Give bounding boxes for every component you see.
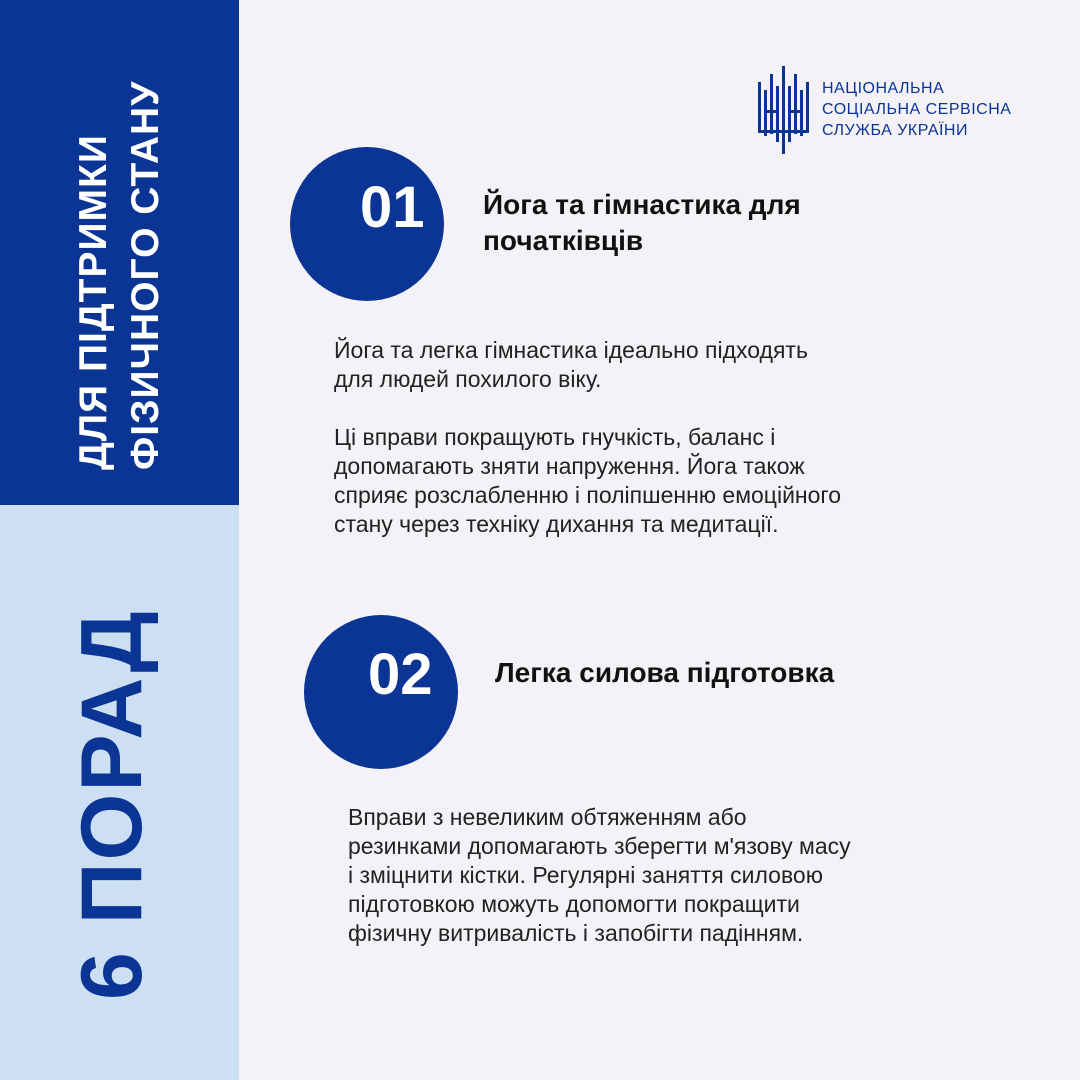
- paragraph-line: підготовкою можуть допомогти покращити: [348, 891, 800, 917]
- sidebar-title: 6 ПОРАД: [64, 609, 160, 1000]
- logo-line: СЛУЖБА УКРАЇНИ: [822, 122, 968, 139]
- tip-title: Легка силова підготовка: [495, 657, 835, 688]
- paragraph-line: Вправи з невеликим обтяженням або: [348, 804, 747, 830]
- paragraph-line: допомагають зняти напруження. Йога також: [334, 453, 805, 479]
- paragraph-line: сприяє розслабленню і поліпшенню емоційного: [334, 482, 842, 508]
- tip-title: Йога та гімнастика для початківців: [483, 189, 801, 256]
- logo-line: СОЦІАЛЬНА СЕРВІСНА: [822, 101, 1012, 118]
- logo-text: [822, 78, 1011, 141]
- paragraph-line: для людей похилого віку.: [334, 366, 602, 392]
- paragraph-line: фізичну витривалість і запобігти падінням.: [348, 920, 804, 946]
- paragraph-line: стану через техніку дихання та медитації.: [334, 511, 779, 537]
- tip-number: 01: [360, 175, 425, 240]
- tip-number: 02: [368, 642, 433, 707]
- paragraph-line: Ці вправи покращують гнучкість, баланс і: [334, 424, 776, 450]
- paragraph-line: резинками допомагають зберегти м'язову масу: [348, 833, 851, 859]
- sidebar-subtitle-line1: ДЛЯ ПІДТРИМКИ: [72, 134, 115, 470]
- paragraph-line: і зміцнити кістки. Регулярні заняття силовою: [348, 862, 823, 888]
- logo-line: НАЦІОНАЛЬНА: [822, 80, 945, 97]
- sidebar-subtitle-line2: ФІЗИЧНОГО СТАНУ: [124, 80, 167, 470]
- tip-paragraph: [334, 336, 808, 394]
- paragraph-line: Йога та легка гімнастика ідеально підходять: [334, 337, 808, 363]
- nssu-logo: [752, 60, 1042, 160]
- nssu-emblem-icon: [752, 60, 814, 160]
- tip-paragraph: [334, 423, 841, 539]
- tip-paragraph: [348, 803, 851, 948]
